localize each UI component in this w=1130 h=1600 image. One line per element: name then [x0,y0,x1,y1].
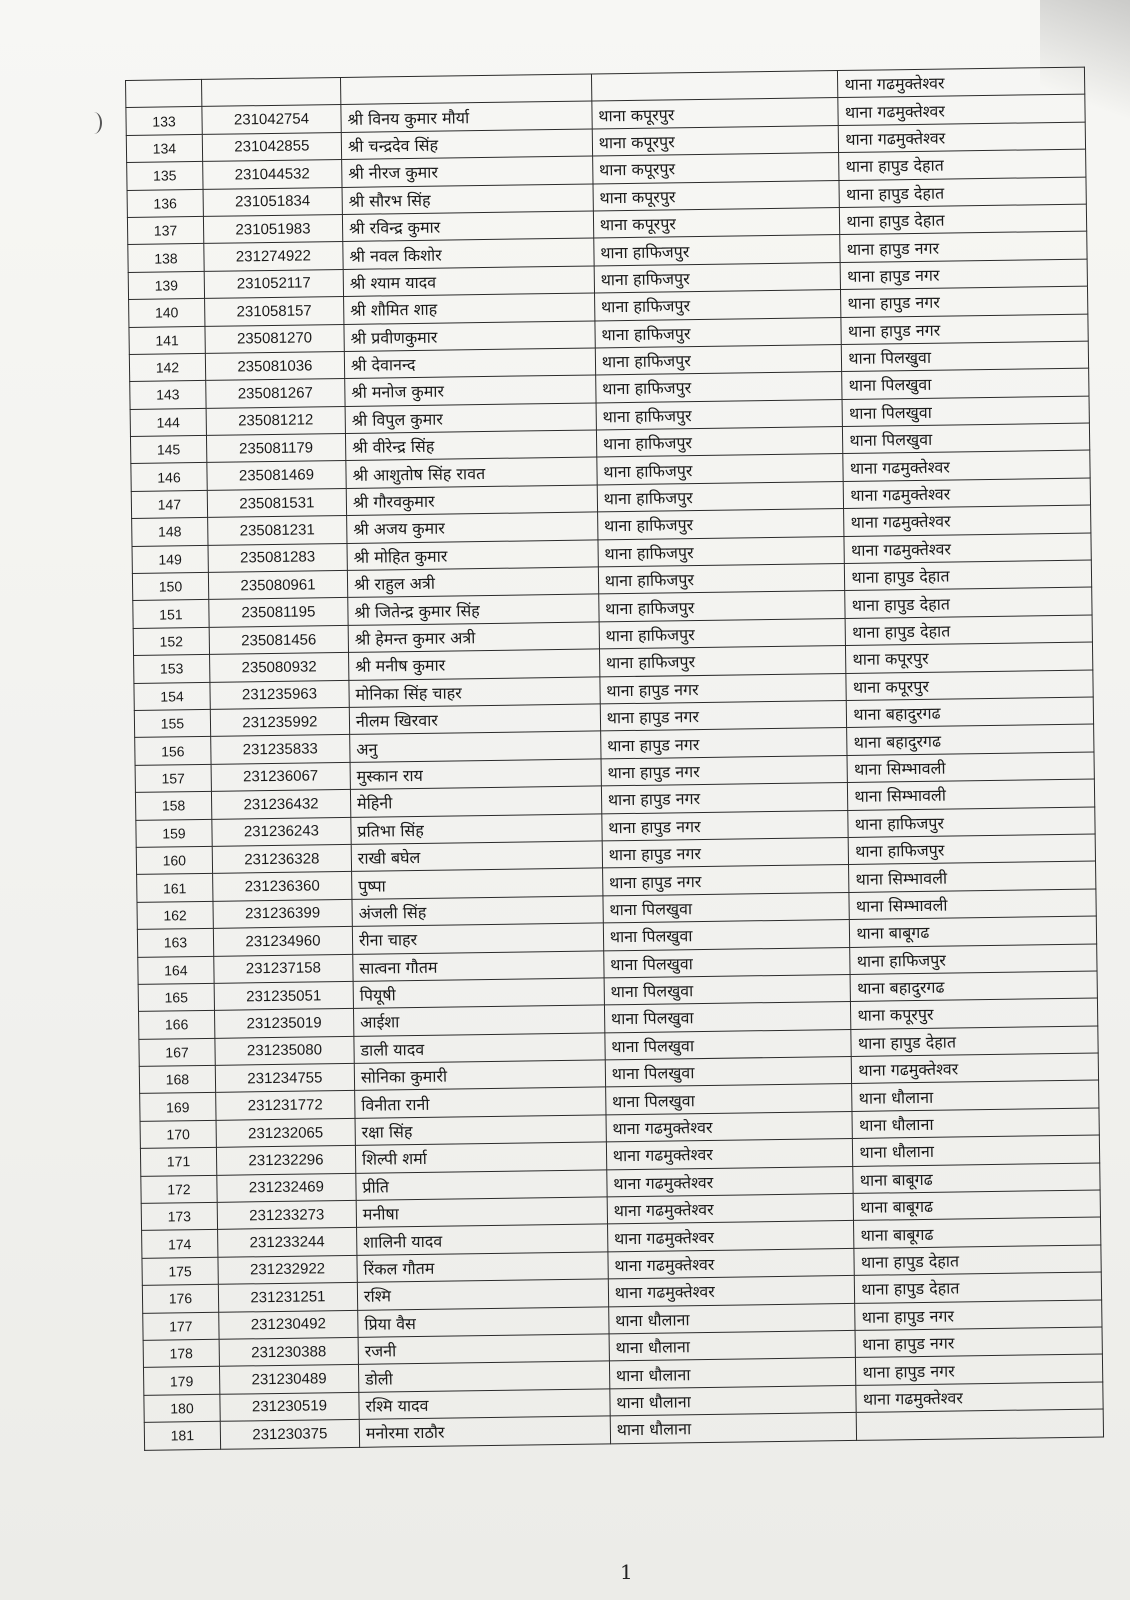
serial-number-cell: 145 [130,435,206,463]
pno-cell: 231237158 [214,954,353,983]
serial-number-cell: 133 [126,107,202,135]
from-station-cell: थाना पिलखुवा [604,974,851,1005]
pno-cell: 231230519 [220,1392,359,1421]
serial-number-cell: 156 [135,737,211,765]
name-cell: श्री रविन्द्र कुमार [342,211,593,242]
serial-number-cell: 174 [142,1230,218,1258]
pno-cell: 231232922 [218,1255,357,1284]
name-cell: अंजली सिंह [352,896,603,927]
name-cell: श्री मनीष कुमार [348,649,599,680]
serial-number-cell: 158 [135,792,211,820]
from-station-cell: थाना हापुड नगर [600,728,847,759]
pno-cell: 231044532 [203,160,342,189]
name-cell: शालिनी यादव [357,1224,608,1255]
name-cell: श्री विपुल कुमार [345,403,596,434]
pno-cell: 231232469 [217,1173,356,1202]
serial-number-cell: 157 [135,764,211,792]
name-cell: डोली [358,1361,609,1392]
from-station-cell: थाना धौलाना [610,1385,857,1416]
transfer-list-sheet [125,67,1104,1451]
pno-cell: 231051983 [203,214,342,243]
name-cell: प्रतिभा सिंह [351,813,602,844]
serial-number-cell: 136 [127,189,203,217]
to-station-cell: थाना गढमुक्तेश्वर [844,505,1091,536]
to-station-cell: थाना कपूरपुर [846,642,1093,673]
serial-number-cell: 148 [132,518,208,546]
pno-cell: 231234960 [213,927,352,956]
from-station-cell: थाना पिलखुवा [603,920,850,951]
to-station-cell: थाना गढमुक्तेश्वर [839,122,1086,153]
to-station-cell: थाना बाबूगढ [850,916,1097,947]
to-station-cell: थाना गढमुक्तेश्वर [852,1053,1099,1084]
from-station-cell: थाना कपूरपुर [592,125,839,156]
from-station-cell: थाना गढमुक्तेश्वर [607,1166,854,1197]
serial-number-cell: 151 [133,600,209,628]
serial-number-cell: 142 [129,353,205,381]
from-station-cell: थाना धौलाना [608,1303,855,1334]
name-cell: श्री वीरेन्द्र सिंह [345,430,596,461]
to-station-cell: थाना हापुड देहात [845,615,1092,646]
serial-number-cell: 138 [128,244,204,272]
name-cell: रश्मि यादव [359,1389,610,1420]
pno-cell: 231233273 [217,1200,356,1229]
from-station-cell: थाना पिलखुवा [604,1002,851,1033]
name-cell: श्री चन्द्रदेव सिंह [341,129,592,160]
from-station-cell: थाना हाफिजपुर [595,317,842,348]
name-cell: विनीता रानी [355,1087,606,1118]
name-cell: राखी बघेल [351,841,602,872]
serial-number-cell: 177 [143,1312,219,1340]
name-cell: श्री शौमित शाह [344,293,595,324]
serial-number-cell: 155 [134,709,210,737]
to-station-cell: थाना बाबूगढ [853,1163,1100,1194]
pno-cell: 235081036 [205,351,344,380]
to-station-cell: थाना हापुड देहात [854,1245,1101,1276]
name-cell: आईशा [353,1005,604,1036]
from-station-cell: थाना गढमुक्तेश्वर [606,1111,853,1142]
serial-number-cell: 172 [141,1175,217,1203]
serial-number-cell: 146 [131,463,207,491]
from-station-cell: थाना हाफिजपुर [596,427,843,458]
serial-number-cell: 137 [127,216,203,244]
to-station-cell: थाना धौलाना [852,1108,1099,1139]
name-cell: श्री प्रवीणकुमार [344,320,595,351]
name-cell: प्रिया वैस [358,1306,609,1337]
serial-number-cell: 150 [132,572,208,600]
pno-cell: 231234755 [215,1063,354,1092]
to-station-cell: थाना पिलखुवा [842,341,1089,372]
pno-cell: 231230492 [219,1310,358,1339]
from-station-cell: थाना हापुड नगर [602,865,849,896]
from-station-cell [591,71,838,102]
from-station-cell: थाना हाफिजपुर [597,509,844,540]
pno-cell: 231235019 [214,1009,353,1038]
to-station-cell: थाना धौलाना [852,1080,1099,1111]
to-station-cell: थाना सिम्भावली [849,889,1096,920]
to-station-cell: थाना हापुड नगर [855,1300,1102,1331]
pno-cell: 235081283 [208,543,347,572]
from-station-cell: थाना हापुड नगर [601,755,848,786]
to-station-cell: थाना हापुड देहात [839,149,1086,180]
serial-number-cell: 168 [139,1065,215,1093]
from-station-cell: थाना हापुड नगर [602,837,849,868]
from-station-cell: थाना हापुड नगर [602,810,849,841]
name-cell: पुष्पा [352,868,603,899]
name-cell: रिंकल गौतम [357,1252,608,1283]
serial-number-cell: 160 [136,846,212,874]
serial-number-cell: 181 [144,1421,220,1449]
pno-cell: 231230375 [220,1420,359,1449]
to-station-cell: थाना गढमुक्तेश्वर [843,451,1090,482]
name-cell: सोनिका कुमारी [354,1060,605,1091]
pno-cell: 231232296 [216,1146,355,1175]
serial-number-cell: 170 [140,1120,216,1148]
pno-cell: 231235992 [210,707,349,736]
pno-cell: 231236432 [211,790,350,819]
from-station-cell: थाना हापुड नगर [600,700,847,731]
from-station-cell: थाना गढमुक्तेश्वर [607,1221,854,1252]
to-station-cell: थाना हापुड देहात [845,587,1092,618]
to-station-cell: थाना बहादुरगढ [850,971,1097,1002]
name-cell: अनु [350,731,601,762]
serial-number-cell: 178 [143,1339,219,1367]
to-station-cell: थाना हापुड देहात [845,560,1092,591]
name-cell: श्री आशुतोष सिंह रावत [346,457,597,488]
serial-number-cell: 153 [134,655,210,683]
pno-cell: 231232065 [216,1118,355,1147]
from-station-cell: थाना पिलखुवा [603,892,850,923]
serial-number-cell: 154 [134,682,210,710]
to-station-cell: थाना गढमुक्तेश्वर [838,94,1085,125]
serial-number-cell: 152 [133,627,209,655]
pno-cell: 231236328 [212,844,351,873]
serial-number-cell: 163 [137,928,213,956]
serial-number-cell: 161 [137,874,213,902]
to-station-cell: थाना सिम्भावली [848,779,1095,810]
pno-cell: 235081469 [207,461,346,490]
name-cell: श्री नवल किशोर [343,238,594,269]
from-station-cell: थाना हाफिजपुर [599,618,846,649]
pno-cell: 231236399 [213,899,352,928]
to-station-cell: थाना पिलखुवा [842,368,1089,399]
serial-number-cell: 164 [138,956,214,984]
name-cell: मुस्कान राय [350,759,601,790]
to-station-cell: थाना हापुड नगर [841,314,1088,345]
pno-cell: 231235051 [214,981,353,1010]
pno-cell: 231235963 [210,680,349,709]
from-station-cell: थाना हापुड नगर [601,783,848,814]
name-cell: श्री विनय कुमार मौर्या [341,101,592,132]
from-station-cell: थाना गढमुक्तेश्वर [607,1193,854,1224]
from-station-cell: थाना हाफिजपुर [596,399,843,430]
to-station-cell: थाना कपूरपुर [851,998,1098,1029]
from-station-cell: थाना कपूरपुर [592,98,839,129]
name-cell: मनोरमा राठौर [359,1416,610,1447]
to-station-cell: थाना हापुड देहात [840,204,1087,235]
punch-hole-mark [86,112,102,134]
serial-number-cell: 173 [141,1202,217,1230]
name-cell: श्री सौरभ सिंह [342,184,593,215]
name-cell: श्री जितेन्द्र कुमार सिंह [348,594,599,625]
from-station-cell: थाना कपूरपुर [592,153,839,184]
pno-cell: 235081212 [206,406,345,435]
pno-cell: 231052117 [204,269,343,298]
to-station-cell: थाना हाफिजपुर [848,807,1095,838]
to-station-cell: थाना सिम्भावली [847,752,1094,783]
serial-number-cell: 141 [129,326,205,354]
serial-number-cell: 179 [143,1367,219,1395]
pno-cell: 231236360 [212,872,351,901]
serial-number-cell: 180 [144,1394,220,1422]
to-station-cell: थाना हापुड नगर [856,1354,1103,1385]
name-cell: शिल्पी शर्मा [355,1142,606,1173]
name-cell: श्री देवानन्द [344,348,595,379]
from-station-cell: थाना गढमुक्तेश्वर [606,1139,853,1170]
serial-number-cell: 171 [140,1148,216,1176]
serial-number-cell: 149 [132,545,208,573]
serial-number-cell: 169 [140,1093,216,1121]
pno-cell: 231235080 [215,1036,354,1065]
from-station-cell: थाना हाफिजपुर [599,591,846,622]
pno-cell: 231051834 [203,187,342,216]
serial-number-cell: 143 [130,381,206,409]
to-station-cell: थाना गढमुक्तेश्वर [856,1382,1103,1413]
name-cell: रीना चाहर [352,923,603,954]
from-station-cell: थाना हाफिजपुर [594,290,841,321]
to-station-cell: थाना हापुड नगर [840,259,1087,290]
to-station-cell: थाना हापुड नगर [841,286,1088,317]
serial-number-cell: 167 [139,1038,215,1066]
from-station-cell: थाना धौलाना [610,1413,857,1444]
to-station-cell: थाना गढमुक्तेश्वर [844,533,1091,564]
to-station-cell: थाना बाबूगढ [854,1217,1101,1248]
from-station-cell: थाना धौलाना [609,1330,856,1361]
name-cell: श्री नीरज कुमार [342,156,593,187]
to-station-cell [857,1409,1104,1440]
name-cell: डाली यादव [354,1033,605,1064]
pno-cell: 235081179 [206,434,345,463]
pno-cell: 231042855 [202,132,341,161]
name-cell: रजनी [358,1334,609,1365]
pno-cell: 231058157 [204,297,343,326]
from-station-cell: थाना हापुड नगर [600,673,847,704]
to-station-cell: थाना पिलखुवा [842,396,1089,427]
from-station-cell: थाना कपूरपुर [593,207,840,238]
name-cell: श्री मोहित कुमार [347,540,598,571]
transfer-table [125,67,1104,1451]
from-station-cell: थाना गढमुक्तेश्वर [608,1248,855,1279]
pno-cell: 231236067 [211,762,350,791]
name-cell: मेहिनी [350,786,601,817]
pno-cell: 235080932 [209,653,348,682]
from-station-cell: थाना हाफिजपुर [595,344,842,375]
from-station-cell: थाना हाफिजपुर [599,646,846,677]
pno-cell: 235081531 [207,488,346,517]
pno-cell: 235081267 [206,379,345,408]
serial-number-cell: 134 [126,134,202,162]
to-station-cell: थाना गढमुक्तेश्वर [838,67,1085,98]
serial-number-cell: 140 [129,299,205,327]
to-station-cell: थाना हाफिजपुर [850,944,1097,975]
from-station-cell: थाना गढमुक्तेश्वर [608,1276,855,1307]
serial-number-cell: 159 [136,819,212,847]
name-cell: सात्वना गौतम [353,950,604,981]
pno-cell: 235080961 [208,570,347,599]
to-station-cell: थाना गढमुक्तेश्वर [844,478,1091,509]
to-station-cell: थाना हाफिजपुर [849,834,1096,865]
to-station-cell: थाना बहादुरगढ [847,697,1094,728]
pno-cell: 231231251 [218,1283,357,1312]
from-station-cell: थाना धौलाना [609,1358,856,1389]
to-station-cell: थाना हापुड नगर [840,231,1087,262]
from-station-cell: थाना पिलखुवा [605,1057,852,1088]
from-station-cell: थाना हाफिजपुर [597,481,844,512]
pno-cell: 231274922 [204,242,343,271]
to-station-cell: थाना हापुड नगर [855,1327,1102,1358]
from-station-cell: थाना हाफिजपुर [594,235,841,266]
to-station-cell: थाना धौलाना [853,1135,1100,1166]
serial-number-cell: 162 [137,901,213,929]
to-station-cell: थाना बाबूगढ [853,1190,1100,1221]
name-cell: श्री राहुल अत्री [347,567,598,598]
serial-number-cell: 176 [142,1285,218,1313]
to-station-cell: थाना हापुड देहात [839,177,1086,208]
pno-cell: 235081231 [207,516,346,545]
name-cell: श्री अजय कुमार [347,512,598,543]
name-cell: मोनिका सिंह चाहर [349,677,600,708]
to-station-cell: थाना सिम्भावली [849,861,1096,892]
name-cell: श्री गौरवकुमार [346,485,597,516]
to-station-cell: थाना कपूरपुर [846,670,1093,701]
pno-cell: 235081270 [205,324,344,353]
name-cell: श्री हेमन्त कुमार अत्री [348,622,599,653]
to-station-cell: थाना बहादुरगढ [847,724,1094,755]
to-station-cell: थाना पिलखुवा [843,423,1090,454]
to-station-cell: थाना हापुड देहात [855,1272,1102,1303]
pno-cell: 231042754 [202,105,341,134]
pno-cell: 231231772 [216,1091,355,1120]
name-cell: श्री श्याम यादव [343,266,594,297]
from-station-cell: थाना पिलखुवा [605,1029,852,1060]
serial-number-cell: 165 [138,983,214,1011]
name-cell: रश्मि [357,1279,608,1310]
name-cell: प्रीति [356,1170,607,1201]
pno-cell: 231230388 [219,1337,358,1366]
name-cell: रक्षा सिंह [355,1115,606,1146]
serial-number-cell: 139 [128,271,204,299]
serial-number-cell: 175 [142,1257,218,1285]
from-station-cell: थाना हाफिजपुर [598,536,845,567]
from-station-cell: थाना कपूरपुर [593,180,840,211]
pno-cell: 235081195 [209,598,348,627]
serial-number-cell: 166 [139,1011,215,1039]
pno-cell [201,77,340,106]
pno-cell: 231235833 [211,735,350,764]
serial-number-cell [126,79,202,107]
pno-cell: 231236243 [212,817,351,846]
pno-cell: 235081456 [209,625,348,654]
name-cell: पियूषी [353,978,604,1009]
serial-number-cell: 135 [127,162,203,190]
pno-cell: 231233244 [217,1228,356,1257]
to-station-cell: थाना हापुड देहात [851,1026,1098,1057]
page-number: 1 [620,1560,633,1584]
from-station-cell: थाना पिलखुवा [605,1084,852,1115]
table-body [126,67,1104,1450]
from-station-cell: थाना पिलखुवा [603,947,850,978]
name-cell: नीलम खिरवार [349,704,600,735]
from-station-cell: थाना हाफिजपुर [597,454,844,485]
serial-number-cell: 144 [130,408,206,436]
from-station-cell: थाना हाफिजपुर [594,262,841,293]
name-cell: मनीषा [356,1197,607,1228]
from-station-cell: थाना हाफिजपुर [595,372,842,403]
name-cell [340,74,591,105]
from-station-cell: थाना हाफिजपुर [598,564,845,595]
serial-number-cell: 147 [131,490,207,518]
pno-cell: 231230489 [219,1365,358,1394]
name-cell: श्री मनोज कुमार [345,375,596,406]
